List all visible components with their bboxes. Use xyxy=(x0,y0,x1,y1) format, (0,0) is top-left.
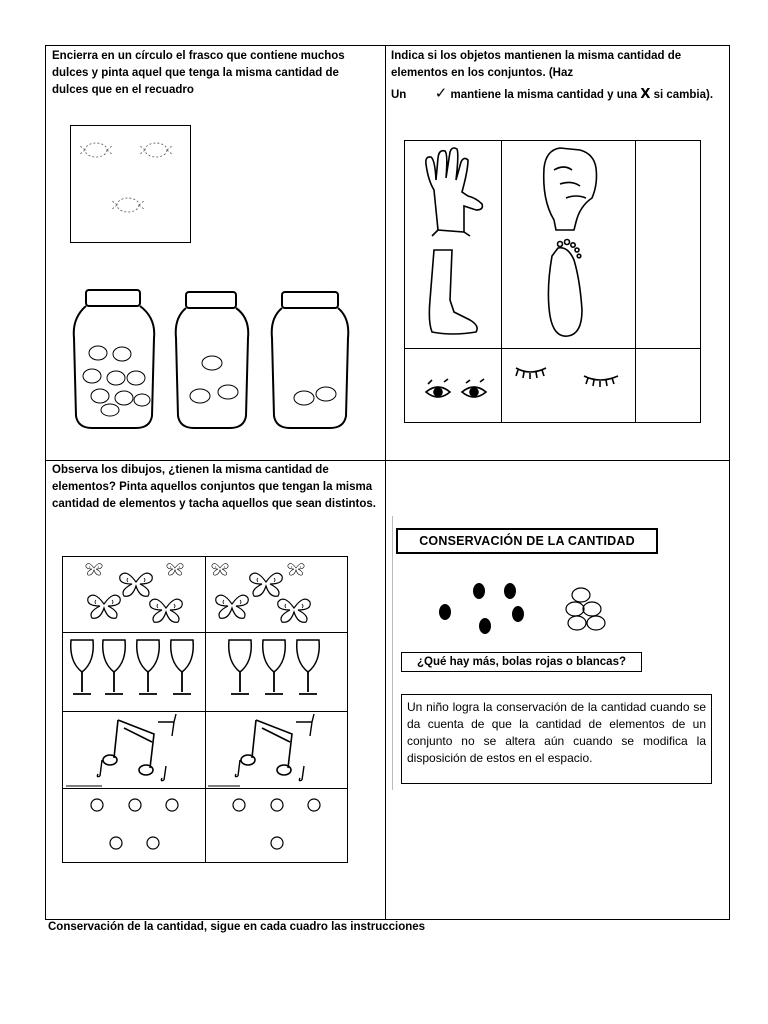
question-box: ¿Qué hay más, bolas rojas o blancas? xyxy=(401,652,642,672)
candy-icon xyxy=(79,143,113,157)
open-eyes-icon xyxy=(426,379,486,397)
wine-glass-icon xyxy=(229,640,252,694)
conservation-title: CONSERVACIÓN DE LA CANTIDAD xyxy=(396,528,658,554)
leg-icon xyxy=(429,250,477,334)
wine-glass-icon xyxy=(297,640,320,694)
wine-glass-icon xyxy=(71,640,94,694)
butterfly-icon xyxy=(288,564,304,576)
white-circle xyxy=(572,588,590,602)
jar-candies-group xyxy=(83,346,150,416)
butterflies-right xyxy=(212,564,310,623)
wine-glass-icon xyxy=(137,640,160,694)
instruction-un: Un xyxy=(391,89,407,101)
panel-objects-instruction xyxy=(391,48,721,104)
foot-icon xyxy=(548,240,582,337)
candy-reference-box xyxy=(70,125,192,245)
butterfly-icon xyxy=(150,599,183,622)
black-dot xyxy=(512,606,524,622)
wine-glass-icon xyxy=(263,640,286,694)
jar-many-candies xyxy=(74,290,154,428)
instruction-mid: mantiene la misma cantidad y una xyxy=(450,89,638,101)
white-circle xyxy=(587,616,605,630)
jar-candies-group xyxy=(190,356,238,403)
butterfly-icon xyxy=(212,564,228,576)
butterfly-icon xyxy=(86,564,102,576)
fist-icon xyxy=(544,148,597,230)
black-dot xyxy=(479,618,491,634)
dots-comparison xyxy=(430,578,610,638)
jar-three-candies xyxy=(176,292,249,428)
margin-line xyxy=(392,516,393,790)
candy-jars xyxy=(70,288,360,438)
hand-icon xyxy=(426,148,483,236)
footer-caption: Conservación de la cantidad, sigue en cada cuadro las instrucciones xyxy=(48,921,426,933)
butterfly-icon xyxy=(120,573,153,596)
circles-left xyxy=(91,799,178,849)
circles-right xyxy=(233,799,320,849)
jar-two-candies xyxy=(272,292,349,428)
x-icon: X xyxy=(640,87,651,102)
glasses-right xyxy=(229,640,320,694)
black-dot xyxy=(473,583,485,599)
music-notes-right xyxy=(235,714,314,781)
vertical-divider xyxy=(385,46,386,919)
candy-icon xyxy=(139,143,173,157)
jar-candies-group xyxy=(294,387,336,405)
closed-eyes-icon xyxy=(516,368,618,387)
butterfly-icon xyxy=(278,599,311,622)
candy-icon xyxy=(111,198,145,212)
instruction-end: si cambia). xyxy=(653,89,714,101)
butterfly-icon xyxy=(216,595,249,618)
explanation-box: Un niño logra la conservación de la cantidad cuando se da cuenta de que la cantidad de elementos de un conjunto no se altera aún cuando se modifica la disposición de estos en el espacio. xyxy=(401,694,712,784)
butterflies-left xyxy=(86,564,183,623)
white-circle xyxy=(566,602,584,616)
panel-sets-instruction: Observa los dibujos, ¿tienen la misma cantidad de elementos? Pinta aquellos conjuntos que tengan la misma cantidad de elementos y tacha aquellos que sean distintos. xyxy=(52,464,377,510)
wine-glass-icon xyxy=(171,640,194,694)
black-dot xyxy=(439,604,451,620)
instruction-line2 xyxy=(391,85,721,104)
butterfly-icon xyxy=(250,573,283,596)
glasses-left xyxy=(71,640,194,694)
white-circle xyxy=(583,602,601,616)
sets-drawings xyxy=(62,556,348,863)
panel-jars-instruction: Encierra en un círculo el frasco que contiene muchos dulces y pinta aquel que tenga la misma cantidad de dulces que en el recuadro xyxy=(52,50,345,96)
check-icon: ✓ xyxy=(434,84,448,102)
black-dot xyxy=(504,583,516,599)
instruction-line1: Indica si los objetos mantienen la misma cantidad de elementos en los conjuntos. (Haz xyxy=(391,50,682,79)
objects-drawings xyxy=(404,140,701,423)
horizontal-divider xyxy=(46,460,729,461)
wine-glass-icon xyxy=(103,640,126,694)
butterfly-icon xyxy=(88,595,121,618)
butterfly-icon xyxy=(167,564,183,576)
music-notes-left xyxy=(97,714,176,781)
white-circle xyxy=(568,616,586,630)
